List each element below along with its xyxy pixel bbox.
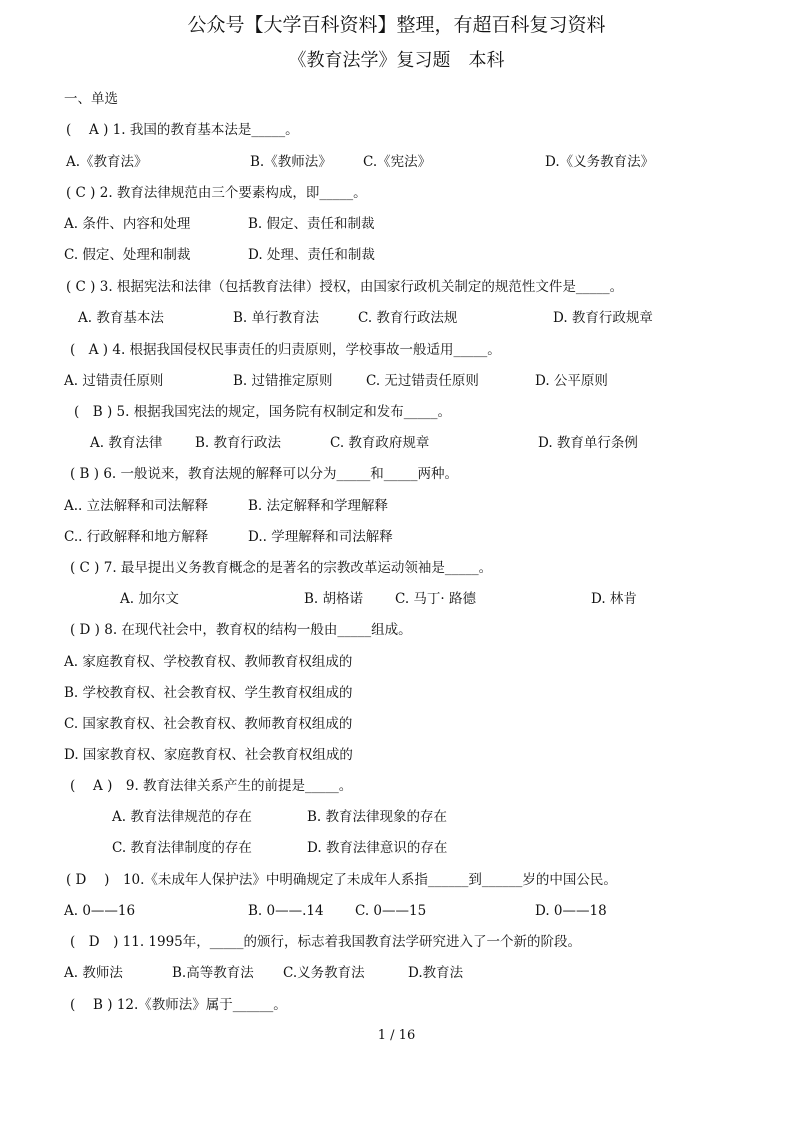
option: C. 教育法律制度的存在 [112,840,252,856]
question-stem: ( D ) 8. 在现代社会中，教育权的结构一般由_____组成。 [70,622,412,638]
question-stem: ( D ) 11. 1995年，_____的颁行，标志着我国教育法学研究进入了一个新的阶段。 [70,934,582,950]
option: C. 马丁· 路德 [395,591,477,607]
question-stem: ( A ) 1. 我国的教育基本法是_____。 [66,122,299,138]
section-heading: 一、单选 [64,91,118,107]
option: C.. 行政解释和地方解释 [64,529,209,545]
option: A. 教育法律 [90,435,163,451]
option: D.. 学理解释和司法解释 [248,529,393,545]
question-stem: ( B ) 6. 一般说来，教育法规的解释可以分为_____和_____两种。 [70,466,458,482]
question-stem: ( A ) 9. 教育法律关系产生的前提是_____。 [70,778,353,794]
option: D. 国家教育权、家庭教育权、社会教育权组成的 [64,747,353,763]
option: C. 假定、处理和制裁 [64,247,191,263]
option: C.《宪法》 [363,154,432,170]
option: D. 教育行政规章 [553,310,653,326]
option: C. 0——15 [355,903,427,919]
option: B.《教师法》 [250,154,332,170]
option: D. 0——18 [535,903,607,919]
question-stem: ( D ) 10.《未成年人保护法》中明确规定了未成年人系指______到______岁的中国公民。 [66,872,617,888]
question-stem: ( C ) 7. 最早提出义务教育概念的是著名的宗教改革运动领袖是_____。 [70,560,493,576]
question-stem: ( C ) 3. 根据宪法和法律（包括教育法律）授权，由国家行政机关制定的规范性文件是_____。 [66,279,624,295]
option: D. 教育法律意识的存在 [307,840,448,856]
option: D.教育法 [408,965,464,981]
option: B. 胡格诺 [304,591,364,607]
option: C.义务教育法 [283,965,365,981]
option: B. 教育行政法 [195,435,282,451]
option: D. 林肯 [591,591,637,607]
option: A. 教师法 [64,965,123,981]
option: D.《义务教育法》 [545,154,655,170]
question-stem: ( B ) 5. 根据我国宪法的规定，国务院有权制定和发布_____。 [74,404,451,420]
option: D. 公平原则 [535,373,608,389]
option: C. 无过错责任原则 [366,373,479,389]
option: B.高等教育法 [172,965,254,981]
option: B. 法定解释和学理解释 [248,498,389,514]
option: A. 加尔文 [120,591,179,607]
header-banner: 公众号【大学百科资料】整理，有超百科复习资料 [187,14,606,36]
option: C. 教育政府规章 [330,435,430,451]
option: A. 教育基本法 [78,310,164,326]
option: A. 条件、内容和处理 [64,216,191,232]
page-number: 1 / 16 [377,1028,416,1043]
option: B. 单行教育法 [233,310,320,326]
option: B. 教育法律现象的存在 [307,809,448,825]
question-stem: ( C ) 2. 教育法律规范由三个要素构成，即_____。 [66,185,367,201]
option: A. 过错责任原则 [64,373,164,389]
option: A.. 立法解释和司法解释 [64,498,209,514]
option: B. 0——.14 [248,903,324,919]
option: B. 学校教育权、社会教育权、学生教育权组成的 [64,685,353,701]
option: D. 处理、责任和制裁 [248,247,375,263]
option: A. 0——16 [64,903,136,919]
document-title: 《教育法学》复习题 本科 [288,50,505,71]
option: C. 国家教育权、社会教育权、教师教育权组成的 [64,716,353,732]
option: A. 家庭教育权、学校教育权、教师教育权组成的 [64,654,353,670]
option: A.《教育法》 [66,154,148,170]
option: B. 过错推定原则 [233,373,333,389]
option: C. 教育行政法规 [358,310,458,326]
option: A. 教育法律规范的存在 [112,809,252,825]
option: B. 假定、责任和制裁 [248,216,375,232]
question-stem: ( B ) 12.《教师法》属于______。 [70,997,287,1013]
question-stem: ( A ) 4. 根据我国侵权民事责任的归责原则，学校事故一般适用_____。 [70,342,501,358]
option: D. 教育单行条例 [538,435,638,451]
